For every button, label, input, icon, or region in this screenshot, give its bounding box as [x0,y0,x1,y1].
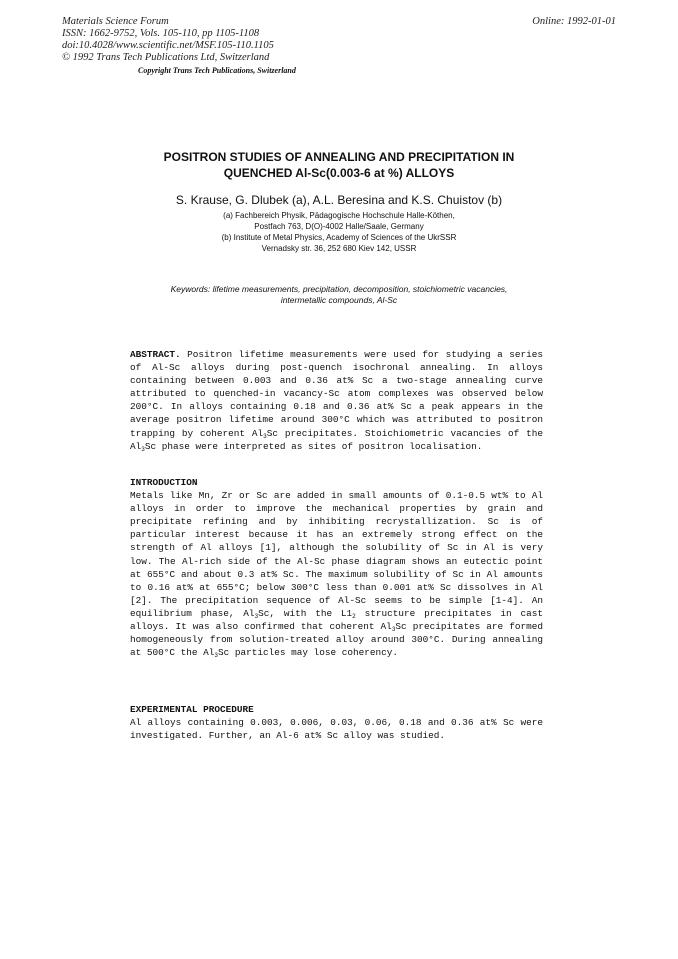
experimental-heading: EXPERIMENTAL PROCEDURE [130,704,254,715]
subscript: 2 [352,612,356,620]
subscript: 3 [254,612,259,620]
affiliations [0,210,678,254]
affiliation-line: Vernadsky str. 36, 252 680 Kiev 142, USSR [261,244,417,253]
affiliation-line: Postfach 763, D(O)-4002 Halle/Saale, Germany [254,222,424,231]
experimental-text: Al alloys containing 0.003, 0.006, 0.03, 0.06, 0.18 and 0.36 at% Sc were investigated. Further, an Al-6 at% Sc alloy was studied. [130,717,543,742]
intro-text: Sc, with the L1 [258,607,353,619]
intro-text: Sc particles may lose coherency. [218,647,399,659]
issn-line: ISSN: 1662-9752, Vols. 105-110, pp 1105-1108 [62,28,260,39]
intro-text: structure precipitates in cast alloys. It was also confirmed that coherent Al [130,607,543,633]
title-line-2: QUENCHED Al-Sc(0.003-6 at %) ALLOYS [223,166,455,180]
intro-text: Sc precipitates are formed homogeneously from solution-treated alloy around 300°C. During annealing at 500°C the Al [130,621,543,659]
journal-header [62,16,274,64]
introduction-section [130,476,543,659]
subscript: 3 [214,652,218,660]
experimental-section [130,703,543,742]
affiliation-line: (b) Institute of Metal Physics, Academy of Sciences of the UkrSSR [221,233,457,242]
title-line-1: POSITRON STUDIES OF ANNEALING AND PRECIPITATION IN [163,150,515,164]
author-list: S. Krause, G. Dlubek (a), A.L. Beresina and K.S. Chuistov (b) [175,193,503,207]
copyright-line: © 1992 Trans Tech Publications Ltd, Switzerland [62,52,270,63]
keywords-line-2: intermetallic compounds, Al-Sc [280,295,398,305]
journal-name: Materials Science Forum [62,16,169,27]
abstract-text: Positron lifetime measurements were used for studying a series of Al-Sc alloys during post-quench isochronal annealing. In alloys containing between 0.003 and 0.36 at% Sc a two-stage annealing curve attributed to quenched-in vacancy-Sc atom complexes was observed below 200°C. In alloys containing 0.18 and 0.36 at% Sc a peak appears in the average positron lifetime around 300°C which was attributed to positron trapping by coherent Al [130,349,543,439]
doi-line[interactable]: doi:10.4028/www.scientific.net/MSF.105-110.1105 [62,40,274,51]
keywords-line-1: Keywords: lifetime measurements, precipitation, decomposition, stoichiometric vacancies, [170,284,508,294]
subscript: 3 [263,432,267,440]
copyright-stamp: Copyright Trans Tech Publications, Switzerland [138,66,296,75]
introduction-heading: INTRODUCTION [130,477,198,488]
subscript: 3 [391,626,396,634]
abstract-text: Sc precipitates. Stoichiometric vacancies of the Al [130,427,543,452]
paper-title [0,149,678,181]
abstract-section [130,348,543,453]
subscript: 3 [141,445,145,453]
abstract-text: Sc phase were interpreted as sites of positron localisation. [144,440,483,452]
intro-text: Metals like Mn, Zr or Sc are added in small amounts of 0.1-0.5 wt% to Al alloys in order to improve the mechanical properties by grain and precipitate refining and by inhibiting recrystallization. Sc is of particular interest because it has an extremely strong effect on the strength of Al alloys [1], although the solubility of Sc in Al is very low. The Al-rich side of the Al-Sc phase diagram shows an eutectic point at 655°C and about 0.3 at% Sc. The maximum solubility of Sc in Al amounts to 0.16 at% at 655°C; below 300°C less than 0.001 at% Sc dissolves in Al [2]. The precipitation sequence of Al-Sc seems to be simple [1-4]. An equilibrium phase, Al [130,490,543,619]
affiliation-line: (a) Fachbereich Physik, Pädagogische Hochschule Halle-Köthen, [223,211,455,220]
online-date: Online: 1992-01-01 [532,16,616,27]
keywords [0,284,678,306]
abstract-label: ABSTRACT. [130,349,181,360]
